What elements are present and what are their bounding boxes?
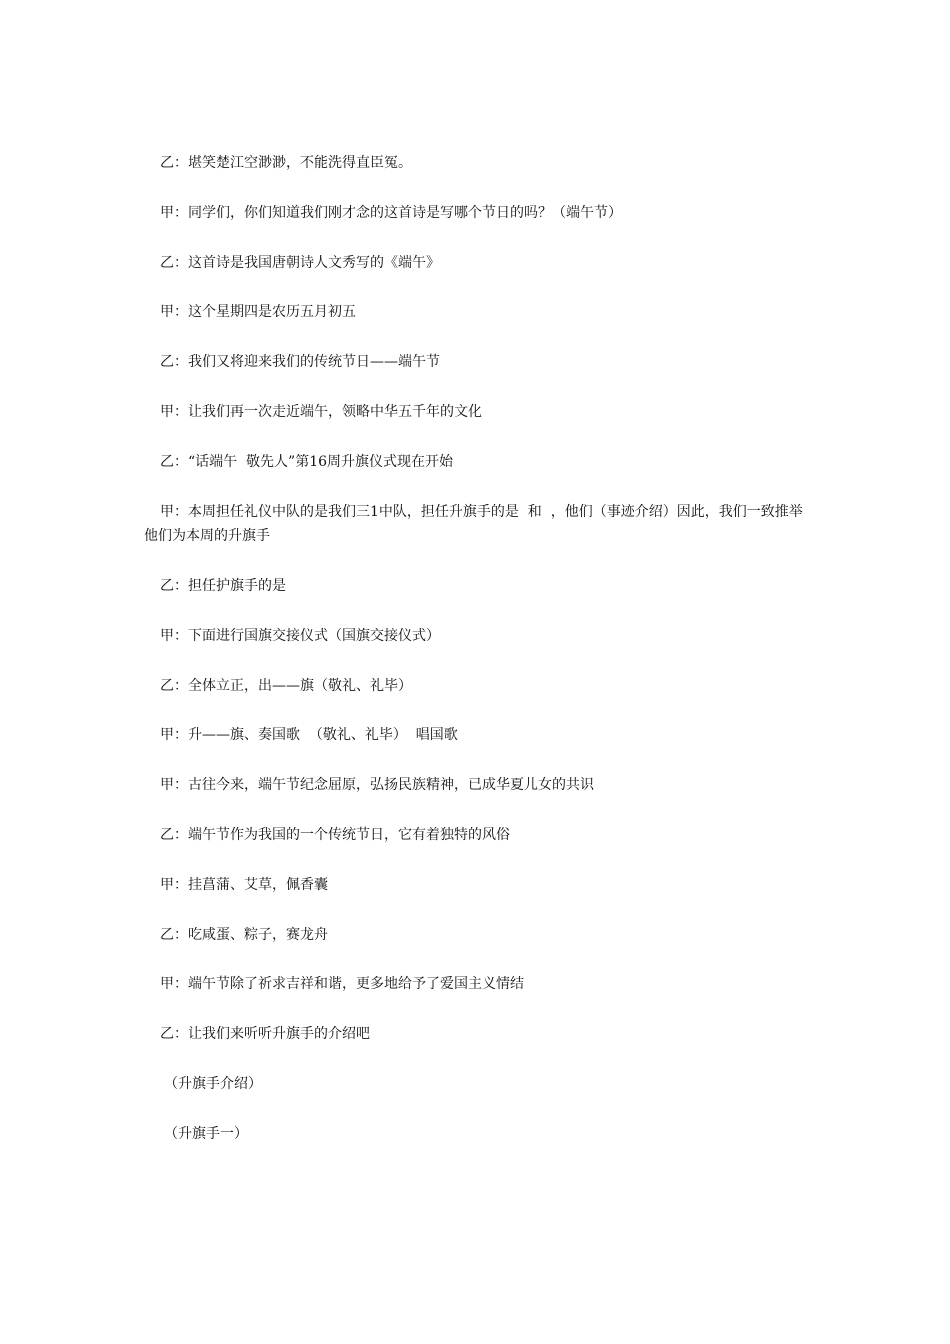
- script-line: 乙：“话端午 敬先人”第16周升旗仪式现在开始: [160, 454, 454, 470]
- script-line: 乙：端午节作为我国的一个传统节日，它有着独特的风俗: [160, 827, 510, 843]
- script-line: 甲：本周担任礼仪中队的是我们三1中队，担任升旗手的是 和 ，他们（事迹介绍）因此，我们一致推举他们为本周的升旗手: [144, 504, 803, 544]
- script-line: 乙：全体立正，出——旗（敬礼、礼毕）: [160, 678, 412, 694]
- stage-direction: （升旗手介绍）: [164, 1076, 262, 1092]
- script-line: 甲：端午节除了祈求吉祥和谐，更多地给予了爱国主义情结: [160, 976, 524, 992]
- script-line: 甲：升——旗、奏国歌 （敬礼、礼毕） 唱国歌: [160, 727, 458, 743]
- stage-direction: （升旗手一）: [164, 1126, 248, 1142]
- script-line: 乙：堪笑楚江空渺渺，不能洗得直臣冤。: [160, 155, 412, 171]
- script-line: 甲：下面进行国旗交接仪式（国旗交接仪式）: [160, 628, 440, 644]
- script-line: 乙：吃咸蛋、粽子，赛龙舟: [160, 927, 328, 943]
- script-line: 乙：这首诗是我国唐朝诗人文秀写的《端午》: [160, 255, 440, 271]
- script-line: 甲：挂菖蒲、艾草，佩香囊: [160, 877, 328, 893]
- script-line: 乙：担任护旗手的是: [160, 578, 286, 594]
- script-line: 甲：古往今来，端午节纪念屈原，弘扬民族精神，已成华夏儿女的共识: [160, 777, 594, 793]
- script-line: 乙：我们又将迎来我们的传统节日——端午节: [160, 354, 440, 370]
- script-line: 甲：这个星期四是农历五月初五: [160, 304, 356, 320]
- script-line: 甲：让我们再一次走近端午，领略中华五千年的文化: [160, 404, 482, 420]
- script-line: 乙：让我们来听听升旗手的介绍吧: [160, 1026, 370, 1042]
- script-line: 甲：同学们，你们知道我们刚才念的这首诗是写哪个节日的吗？（端午节）: [160, 205, 622, 221]
